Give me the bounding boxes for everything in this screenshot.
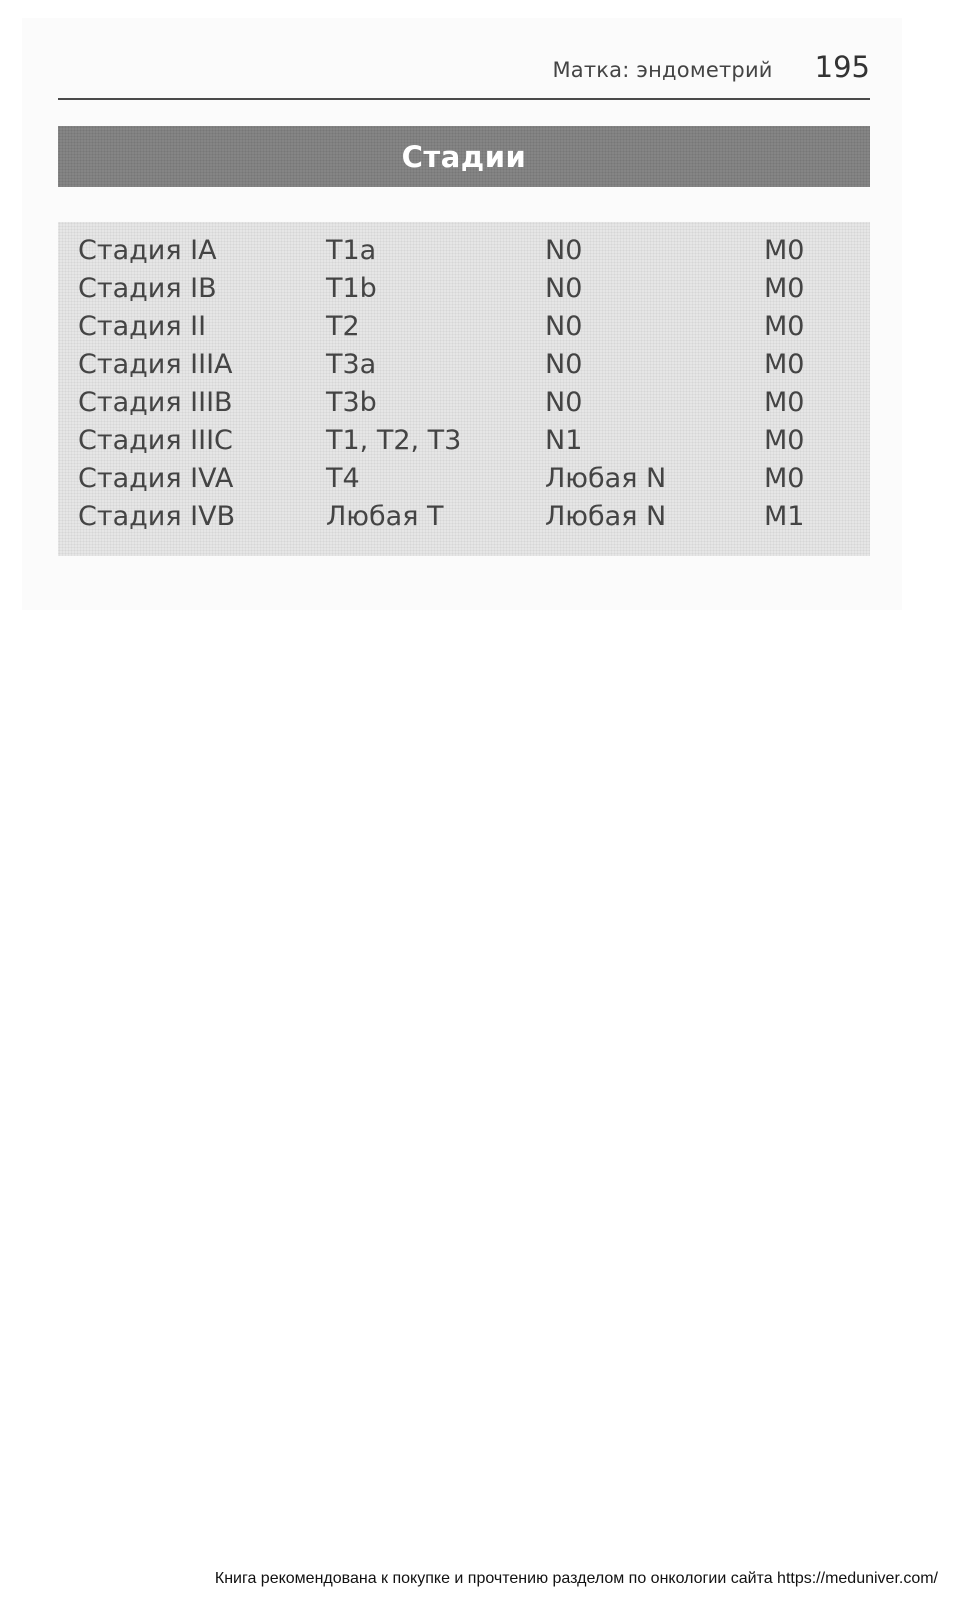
m-cell: M0 — [764, 349, 805, 380]
t-cell: T2 — [326, 311, 360, 342]
table-row — [78, 384, 858, 422]
table-row — [78, 232, 858, 270]
m-cell: M1 — [764, 501, 805, 532]
stage-cell: Стадия IIIA — [78, 349, 233, 380]
m-cell: M0 — [764, 235, 805, 266]
header-rule — [58, 98, 870, 100]
n-cell: Любая N — [545, 501, 667, 532]
m-cell: M0 — [764, 387, 805, 418]
table-row — [78, 270, 858, 308]
t-cell: T1a — [326, 235, 377, 266]
section-title: Стадии — [401, 139, 527, 174]
t-cell: Любая T — [326, 501, 444, 532]
stage-cell: Стадия IIIC — [78, 425, 233, 456]
m-cell: M0 — [764, 311, 805, 342]
table-row — [78, 346, 858, 384]
stage-cell: Стадия IVB — [78, 501, 236, 532]
section-banner — [58, 126, 870, 187]
m-cell: M0 — [764, 273, 805, 304]
table-row — [78, 460, 858, 498]
t-cell: T3b — [326, 387, 377, 418]
table-row — [78, 422, 858, 460]
n-cell: Любая N — [545, 463, 667, 494]
stage-cell: Стадия IA — [78, 235, 217, 266]
n-cell: N1 — [545, 425, 583, 456]
t-cell: T1b — [326, 273, 377, 304]
stage-cell: Стадия IVA — [78, 463, 234, 494]
stage-table — [58, 222, 870, 556]
stage-cell: Стадия IB — [78, 273, 217, 304]
n-cell: N0 — [545, 387, 583, 418]
t-cell: T1, T2, T3 — [326, 425, 462, 456]
running-head — [58, 50, 870, 90]
t-cell: T3a — [326, 349, 377, 380]
n-cell: N0 — [545, 311, 583, 342]
stage-cell: Стадия IIIB — [78, 387, 233, 418]
n-cell: N0 — [545, 235, 583, 266]
table-row — [78, 308, 858, 346]
footer-note: Книга рекомендована к покупке и прочтению разделом по онкологии сайта https://meduniver.com/ — [214, 1570, 938, 1587]
stage-cell: Стадия II — [78, 311, 207, 342]
m-cell: M0 — [764, 425, 805, 456]
running-title: Матка: эндометрий — [552, 58, 773, 82]
page-number: 195 — [814, 50, 870, 84]
table-row — [78, 498, 858, 536]
m-cell: M0 — [764, 463, 805, 494]
n-cell: N0 — [545, 349, 583, 380]
t-cell: T4 — [326, 463, 360, 494]
n-cell: N0 — [545, 273, 583, 304]
